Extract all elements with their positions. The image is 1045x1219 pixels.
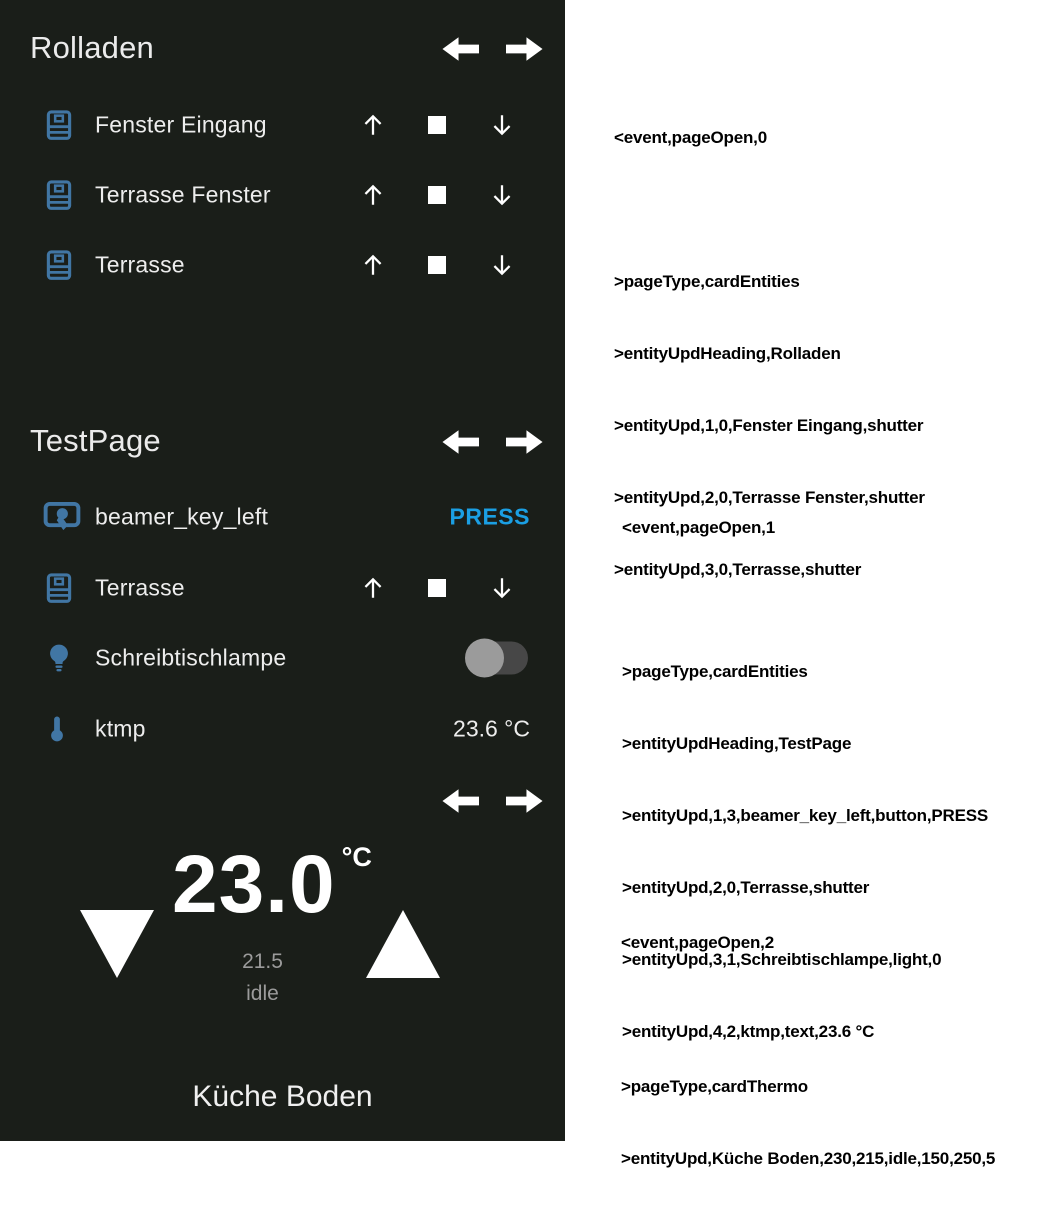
log-line: >entityUpd,3,1,Schreibtischlampe,light,0 [622,950,942,969]
current-temperature [172,838,372,932]
shutter-icon [42,178,76,212]
shutter-icon [42,248,76,282]
thermometer-icon [42,713,72,745]
entity-label: ktmp [95,715,146,742]
card-testpage [0,393,565,762]
entity-label: Terrasse [95,574,185,601]
entity-label: Schreibtischlampe [95,644,287,671]
page-title: Rolladen [30,30,154,65]
entity-label: Terrasse Fenster [95,181,271,208]
sensor-value: 23.6 °C [453,715,530,742]
page-nav [441,786,544,816]
next-page-button[interactable] [506,786,544,816]
log-gap [622,588,988,612]
shutter-down-button[interactable] [489,112,515,138]
light-toggle[interactable] [470,642,528,675]
shutter-up-button[interactable] [360,252,386,278]
entity-label: Fenster Eingang [95,111,267,138]
current-temperature-value: 23.0 [172,839,336,930]
shutter-stop-button[interactable] [428,116,446,134]
log-line: >entityUpd,2,0,Terrasse,shutter [622,878,870,897]
shutter-up-button[interactable] [360,182,386,208]
prev-page-button[interactable] [441,34,479,64]
page-title: TestPage [30,423,161,458]
entity-label: Terrasse [95,251,185,278]
log-line: <event,pageOpen,2 [621,933,774,952]
shutter-stop-button[interactable] [428,579,446,597]
entity-row-button [0,482,565,552]
log-line: >entityUpd,4,2,ktmp,text,23.6 °C [622,1022,875,1041]
shutter-stop-button[interactable] [428,186,446,204]
log-line: <event,pageOpen,0 [614,128,767,147]
shutter-down-button[interactable] [489,575,515,601]
press-button[interactable]: PRESS [449,503,530,530]
thermostat-name: Küche Boden [192,1080,373,1113]
log-line: >pageType,cardThermo [621,1077,808,1096]
shutter-up-button[interactable] [360,575,386,601]
next-page-button[interactable] [506,427,544,457]
page-nav [441,427,544,457]
shutter-icon [42,571,76,605]
entity-row-shutter [0,90,565,160]
log-line: <event,pageOpen,1 [622,518,775,537]
hvac-state: idle [246,982,279,1005]
entity-row-light [0,623,565,693]
shutter-down-button[interactable] [489,182,515,208]
entity-row-shutter [0,553,565,623]
prev-page-button[interactable] [441,786,479,816]
temperature-unit: °C [341,842,372,872]
protocol-block-page2 [621,883,995,1219]
log-line: >entityUpd,2,0,Terrasse Fenster,shutter [614,488,925,507]
log-line: >entityUpdHeading,Rolladen [614,344,841,363]
next-page-button[interactable] [506,34,544,64]
target-temperature: 21.5 [242,950,283,973]
shutter-down-button[interactable] [489,252,515,278]
log-line: >entityUpd,1,0,Fenster Eingang,shutter [614,416,924,435]
entity-row-shutter [0,160,565,230]
log-gap [621,1003,995,1027]
shutter-up-button[interactable] [360,112,386,138]
entity-row-text [0,694,565,764]
card-rolladen [0,0,565,393]
temp-increase-button[interactable] [366,910,440,978]
toggle-knob [465,639,504,678]
shutter-stop-button[interactable] [428,256,446,274]
log-line: >entityUpd,1,3,beamer_key_left,button,PRESS [622,806,988,825]
tap-button-icon [42,499,82,535]
log-line: >entityUpd,Küche Boden,230,215,idle,150,250,5 [621,1149,996,1168]
page-nav [441,34,544,64]
log-line: >pageType,cardEntities [614,272,800,291]
log-line: >pageType,cardEntities [622,662,808,681]
prev-page-button[interactable] [441,427,479,457]
lightbulb-icon [42,641,76,675]
shutter-icon [42,108,76,142]
card-thermo [0,762,565,1141]
log-gap [614,198,925,222]
log-line: >entityUpdHeading,TestPage [622,734,852,753]
entity-row-shutter [0,230,565,300]
log-line: >entityUpd,3,0,Terrasse,shutter [614,560,862,579]
temp-decrease-button[interactable] [80,910,154,978]
entity-label: beamer_key_left [95,503,269,530]
